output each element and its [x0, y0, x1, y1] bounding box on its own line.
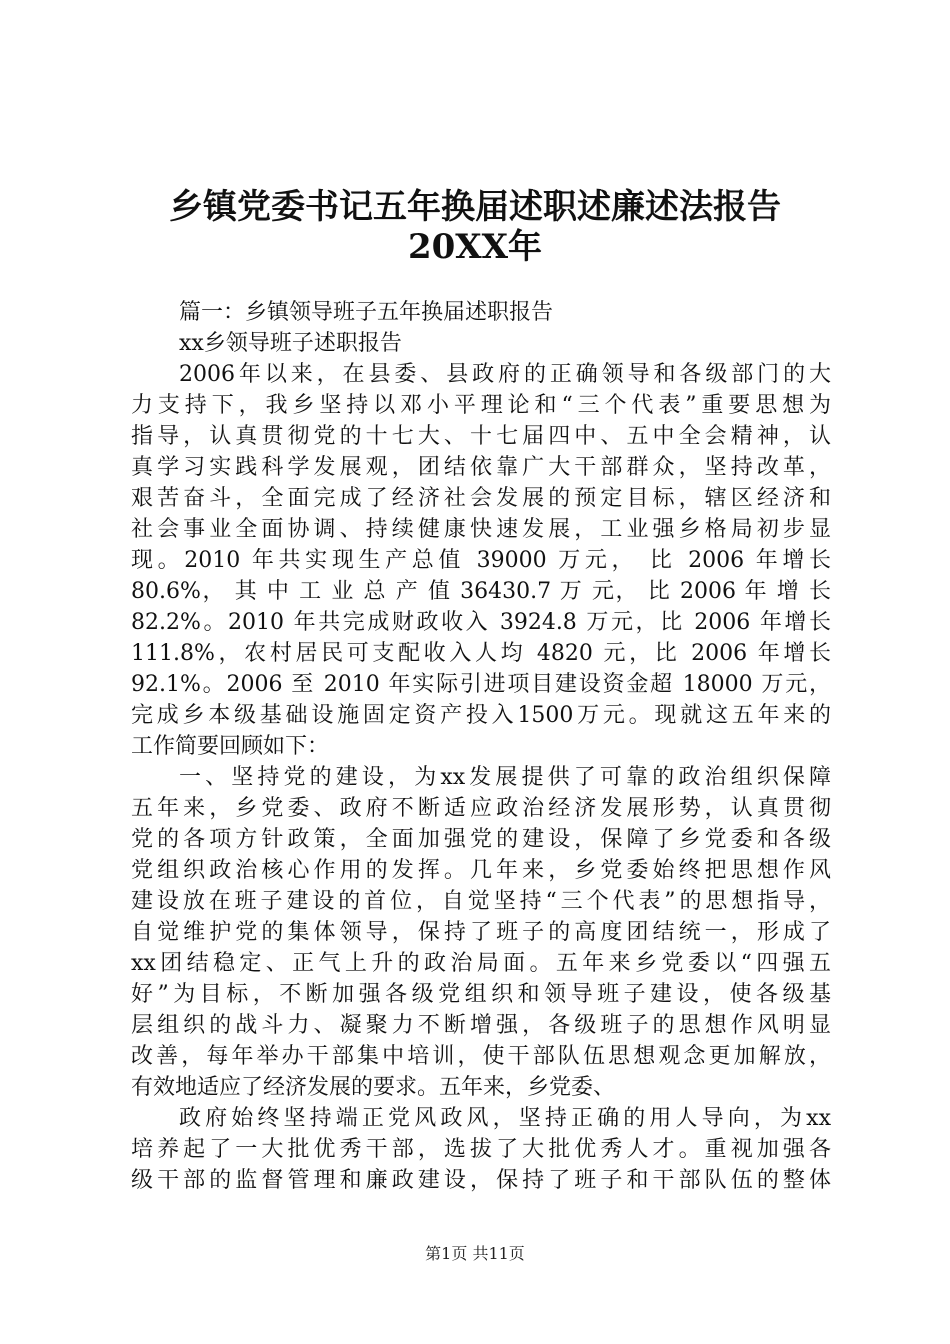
paragraph-line: 82.2%。2010 年共完成财政收入 3924.8 万元，比 2006 年增长: [131, 610, 831, 635]
paragraph-line: 社会事业全面协调、持续健康快速发展，工业强乡格局初步显: [131, 517, 831, 542]
paragraph-line: 层组织的战斗力、凝聚力不断增强，各级班子的思想作风明显: [131, 1013, 831, 1038]
section-heading: 一、坚持党的建设，为xx发展提供了可靠的政治组织保障: [179, 765, 831, 790]
paragraph-line: 真学习实践科学发展观，团结依靠广大干部群众，坚持改革，: [131, 455, 831, 480]
paragraph-line: 级干部的监督管理和廉政建设，保持了班子和干部队伍的整体: [131, 1168, 831, 1193]
paragraph-line: 完成乡本级基础设施固定资产投入1500万元。现就这五年来的: [131, 703, 831, 728]
paragraph-line: 力支持下，我乡坚持以邓小平理论和“三个代表”重要思想为: [131, 393, 831, 418]
paragraph-line: 党的各项方针政策，全面加强党的建设，保障了乡党委和各级: [131, 827, 831, 852]
paragraph-line: 艰苦奋斗，全面完成了经济社会发展的预定目标，辖区经济和: [131, 486, 831, 511]
paragraph-line: 政府始终坚持端正党风政风，坚持正确的用人导向，为xx: [179, 1106, 831, 1131]
paragraph-line: 80.6%， 其 中 工 业 总 产 值 36430.7 万 元， 比 2006 年 增 长: [131, 579, 831, 604]
paragraph-line: 五年来，乡党委、政府不断适应政治经济发展形势，认真贯彻: [131, 796, 831, 821]
section-heading: 篇一：乡镇领导班子五年换届述职报告: [179, 300, 554, 325]
paragraph-line: 建设放在班子建设的首位，自觉坚持“三个代表”的思想指导，: [131, 889, 831, 914]
paragraph-line: 现。2010 年共实现生产总值 39000 万元， 比 2006 年增长: [131, 548, 831, 573]
paragraph-line: 党组织政治核心作用的发挥。几年来，乡党委始终把思想作风: [131, 858, 831, 883]
paragraph-line: 好”为目标，不断加强各级党组织和领导班子建设，使各级基: [131, 982, 831, 1007]
paragraph-line: 111.8%，农村居民可支配收入人均 4820 元，比 2006 年增长: [131, 641, 831, 666]
paragraph-line: 工作简要回顾如下：: [131, 734, 330, 759]
paragraph-line: 指导，认真贯彻党的十七大、十七届四中、五中全会精神，认: [131, 424, 831, 449]
document-body: [131, 297, 831, 1196]
paragraph-line: 培养起了一大批优秀干部，选拔了大批优秀人才。重视加强各: [131, 1137, 831, 1162]
paragraph-line: 92.1%。2006 至 2010 年实际引进项目建设资金超 18000 万元，: [131, 672, 831, 697]
document-title: 乡镇党委书记五年换届述职述廉述法报告: [169, 187, 781, 227]
page-number-footer: 第1页 共11页: [425, 1244, 525, 1263]
report-subtitle: xx乡领导班子述职报告: [179, 331, 402, 356]
paragraph-line: 改善，每年举办干部集中培训，使干部队伍思想观念更加解放，: [131, 1044, 831, 1069]
document-title-year: 20XX年: [407, 227, 543, 267]
paragraph-line: 自觉维护党的集体领导，保持了班子的高度团结统一，形成了: [131, 920, 831, 945]
paragraph-line: 2006年以来，在县委、县政府的正确领导和各级部门的大: [179, 362, 831, 387]
paragraph-line: xx团结稳定、正气上升的政治局面。五年来乡党委以“四强五: [131, 951, 831, 976]
paragraph-line: 有效地适应了经济发展的要求。五年来，乡党委、: [131, 1075, 616, 1100]
